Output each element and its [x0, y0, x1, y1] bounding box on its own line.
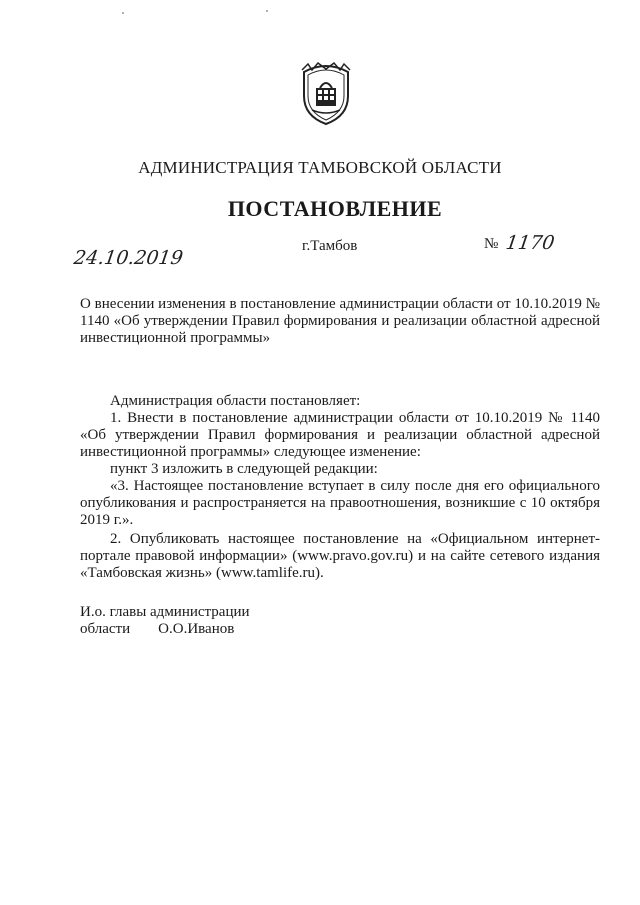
coat-of-arms-emblem	[298, 60, 354, 126]
document-subject: О внесении изменения в постановление администрации области от 10.10.2019 № 1140 «Об утверждении Правил формирования и реализации областной адресной инвестиционной программы»	[80, 296, 600, 346]
body-item-2: 2. Опубликовать настоящее постановление на «Официальном интернет-портале правовой информации» (www.pravo.gov.ru) и на сайте сетевого издания «Тамбовская жизнь» (www.tamlife.ru).	[80, 531, 600, 581]
body-intro: Администрация области постановляет:	[110, 393, 361, 409]
number-label: №	[484, 236, 499, 252]
signatory-position-line2: области	[80, 621, 131, 637]
document-number: 1170	[504, 232, 556, 254]
body-item-1-sub: пункт 3 изложить в следующей редакции:	[110, 461, 378, 477]
document-body	[80, 393, 600, 582]
organization-name: АДМИНИСТРАЦИЯ ТАМБОВСКОЙ ОБЛАСТИ	[138, 158, 502, 177]
scan-speck	[266, 10, 268, 12]
signatory-position-line1: И.о. главы администрации	[80, 604, 250, 620]
body-item-1-quote: «3. Настоящее постановление вступает в силу после дня его официального опубликования и распространяется на правоотношения, возникшие с 10 октября 2019 г.».	[80, 478, 600, 528]
scan-speck	[122, 12, 124, 14]
document-city: г.Тамбов	[302, 238, 358, 254]
document-date: 24.10.2019	[72, 247, 185, 269]
signatory-name: О.О.Иванов	[158, 621, 235, 637]
document-type-title: ПОСТАНОВЛЕНИЕ	[227, 196, 443, 221]
body-item-1: 1. Внести в постановление администрации области от 10.10.2019 № 1140 «Об утверждении Правил формирования и реализации областной адресной инвестиционной программы» следующее изменение:	[80, 410, 600, 460]
signature-block	[80, 604, 250, 638]
